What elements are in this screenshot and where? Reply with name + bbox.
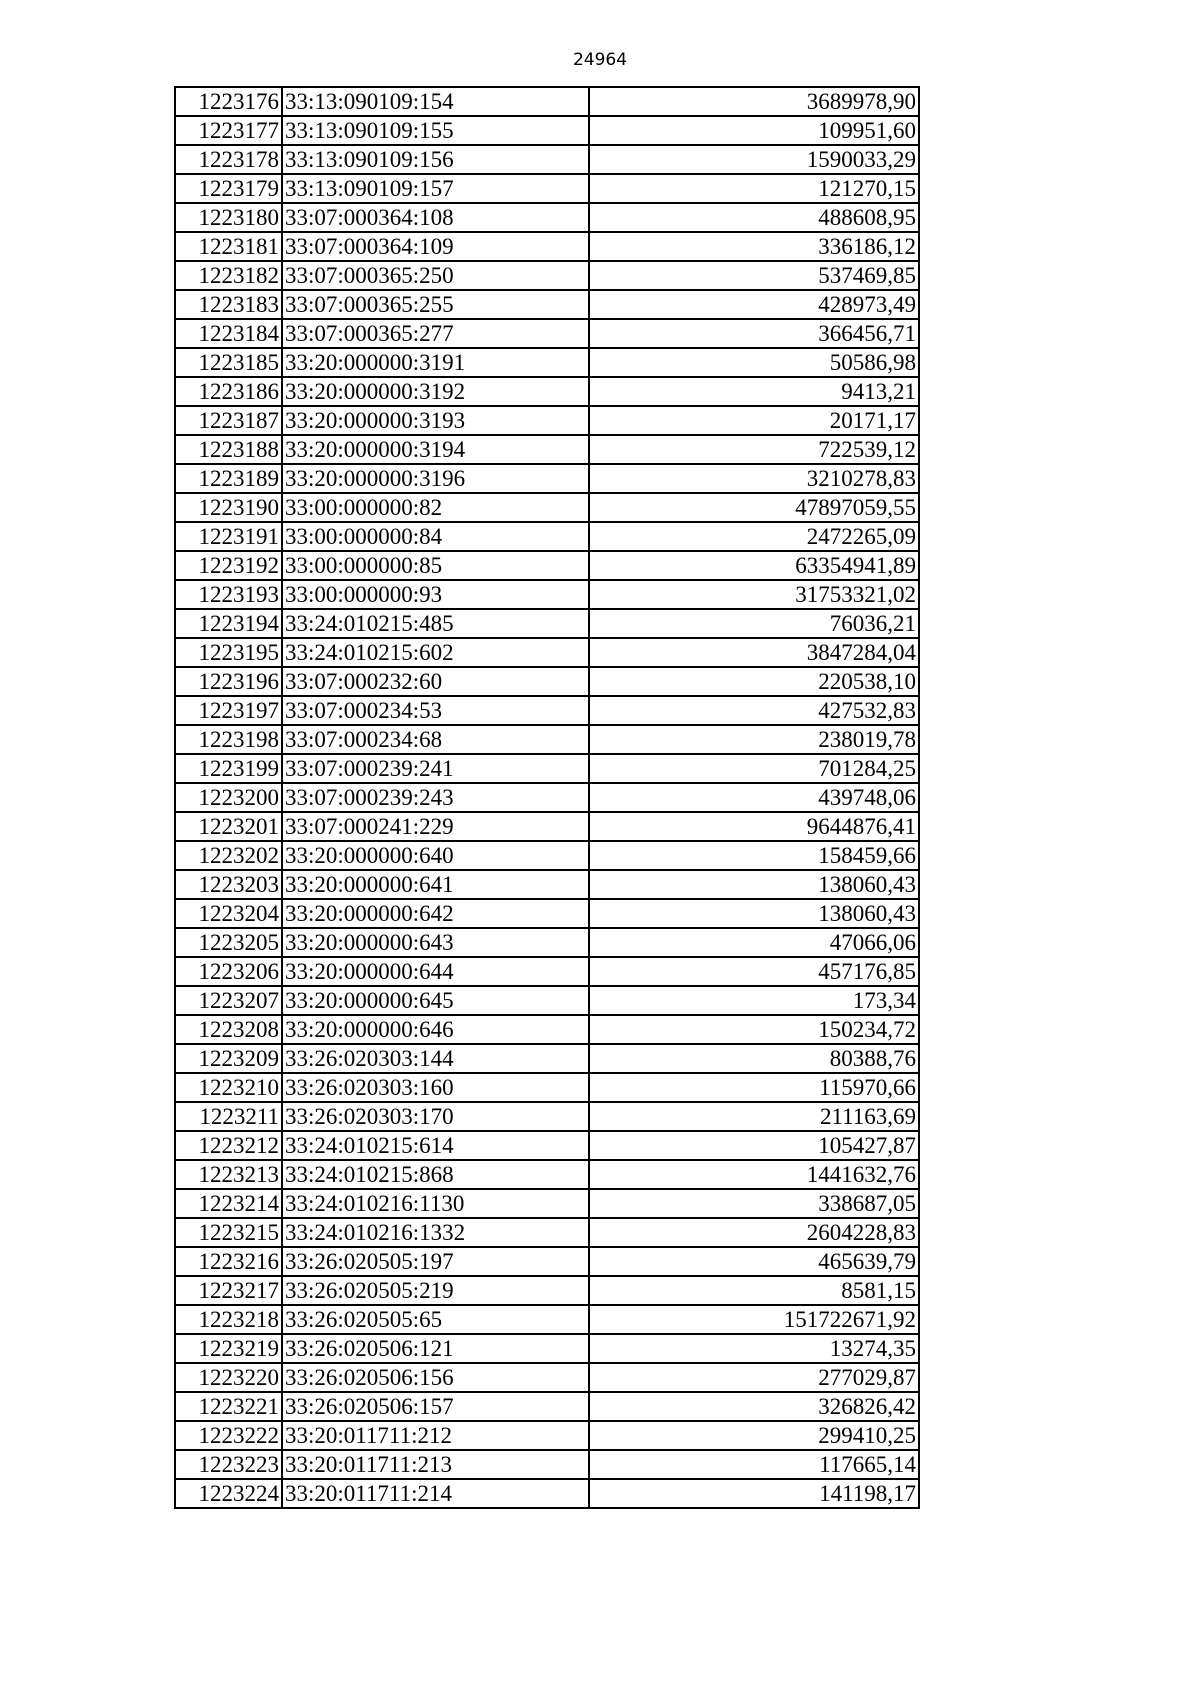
row-id-cell: 1223178 xyxy=(175,145,282,174)
cadastral-number-cell: 33:07:000364:108 xyxy=(282,203,589,232)
row-id-cell: 1223177 xyxy=(175,116,282,145)
row-id-cell: 1223222 xyxy=(175,1421,282,1450)
row-id-cell: 1223203 xyxy=(175,870,282,899)
row-id-cell: 1223199 xyxy=(175,754,282,783)
row-id-cell: 1223188 xyxy=(175,435,282,464)
value-cell: 150234,72 xyxy=(589,1015,919,1044)
row-id-cell: 1223195 xyxy=(175,638,282,667)
cadastral-number-cell: 33:13:090109:154 xyxy=(282,87,589,116)
cadastral-number-cell: 33:26:020506:121 xyxy=(282,1334,589,1363)
table-row xyxy=(175,290,919,319)
cadastral-number-cell: 33:20:000000:645 xyxy=(282,986,589,1015)
table-row xyxy=(175,1073,919,1102)
table-row xyxy=(175,696,919,725)
row-id-cell: 1223221 xyxy=(175,1392,282,1421)
cadastral-number-cell: 33:07:000365:250 xyxy=(282,261,589,290)
value-cell: 428973,49 xyxy=(589,290,919,319)
value-cell: 9644876,41 xyxy=(589,812,919,841)
row-id-cell: 1223191 xyxy=(175,522,282,551)
table-row xyxy=(175,1247,919,1276)
table-row xyxy=(175,1131,919,1160)
table-row xyxy=(175,145,919,174)
value-cell: 2604228,83 xyxy=(589,1218,919,1247)
value-cell: 336186,12 xyxy=(589,232,919,261)
table-row xyxy=(175,667,919,696)
row-id-cell: 1223186 xyxy=(175,377,282,406)
row-id-cell: 1223217 xyxy=(175,1276,282,1305)
value-cell: 338687,05 xyxy=(589,1189,919,1218)
cadastral-number-cell: 33:07:000239:243 xyxy=(282,783,589,812)
value-cell: 439748,06 xyxy=(589,783,919,812)
cadastral-number-cell: 33:24:010215:485 xyxy=(282,609,589,638)
cadastral-number-cell: 33:00:000000:85 xyxy=(282,551,589,580)
cadastral-number-cell: 33:07:000241:229 xyxy=(282,812,589,841)
table-row xyxy=(175,319,919,348)
value-cell: 537469,85 xyxy=(589,261,919,290)
row-id-cell: 1223190 xyxy=(175,493,282,522)
value-cell: 3847284,04 xyxy=(589,638,919,667)
row-id-cell: 1223194 xyxy=(175,609,282,638)
cadastral-number-cell: 33:20:000000:3194 xyxy=(282,435,589,464)
cadastral-number-cell: 33:20:000000:641 xyxy=(282,870,589,899)
row-id-cell: 1223210 xyxy=(175,1073,282,1102)
cadastral-number-cell: 33:00:000000:82 xyxy=(282,493,589,522)
cadastral-number-cell: 33:26:020506:156 xyxy=(282,1363,589,1392)
row-id-cell: 1223184 xyxy=(175,319,282,348)
row-id-cell: 1223213 xyxy=(175,1160,282,1189)
table-row xyxy=(175,783,919,812)
row-id-cell: 1223212 xyxy=(175,1131,282,1160)
cadastral-number-cell: 33:26:020505:65 xyxy=(282,1305,589,1334)
row-id-cell: 1223224 xyxy=(175,1479,282,1508)
value-cell: 488608,95 xyxy=(589,203,919,232)
row-id-cell: 1223185 xyxy=(175,348,282,377)
table-row xyxy=(175,1189,919,1218)
table-row xyxy=(175,174,919,203)
table-row xyxy=(175,464,919,493)
value-cell: 105427,87 xyxy=(589,1131,919,1160)
value-cell: 8581,15 xyxy=(589,1276,919,1305)
row-id-cell: 1223200 xyxy=(175,783,282,812)
table-row xyxy=(175,551,919,580)
cadastral-number-cell: 33:20:000000:642 xyxy=(282,899,589,928)
cadastral-number-cell: 33:00:000000:93 xyxy=(282,580,589,609)
cadastral-number-cell: 33:07:000239:241 xyxy=(282,754,589,783)
value-cell: 326826,42 xyxy=(589,1392,919,1421)
value-cell: 138060,43 xyxy=(589,870,919,899)
value-cell: 117665,14 xyxy=(589,1450,919,1479)
value-cell: 427532,83 xyxy=(589,696,919,725)
cadastral-number-cell: 33:20:000000:643 xyxy=(282,928,589,957)
table-row xyxy=(175,493,919,522)
row-id-cell: 1223211 xyxy=(175,1102,282,1131)
cadastral-number-cell: 33:24:010216:1332 xyxy=(282,1218,589,1247)
row-id-cell: 1223179 xyxy=(175,174,282,203)
page-number: 24964 xyxy=(572,50,628,70)
cadastral-number-cell: 33:24:010215:602 xyxy=(282,638,589,667)
cadastral-number-cell: 33:20:000000:644 xyxy=(282,957,589,986)
table-row xyxy=(175,1015,919,1044)
value-cell: 47066,06 xyxy=(589,928,919,957)
cadastral-number-cell: 33:20:011711:212 xyxy=(282,1421,589,1450)
value-cell: 1590033,29 xyxy=(589,145,919,174)
row-id-cell: 1223182 xyxy=(175,261,282,290)
table-row xyxy=(175,928,919,957)
row-id-cell: 1223183 xyxy=(175,290,282,319)
value-cell: 76036,21 xyxy=(589,609,919,638)
value-cell: 465639,79 xyxy=(589,1247,919,1276)
table-row xyxy=(175,87,919,116)
cadastral-number-cell: 33:07:000234:53 xyxy=(282,696,589,725)
cadastral-number-cell: 33:07:000232:60 xyxy=(282,667,589,696)
cadastral-number-cell: 33:07:000364:109 xyxy=(282,232,589,261)
value-cell: 366456,71 xyxy=(589,319,919,348)
value-cell: 109951,60 xyxy=(589,116,919,145)
value-cell: 63354941,89 xyxy=(589,551,919,580)
table-row xyxy=(175,986,919,1015)
table-row xyxy=(175,1421,919,1450)
table-row xyxy=(175,406,919,435)
table-row xyxy=(175,870,919,899)
value-cell: 3210278,83 xyxy=(589,464,919,493)
value-cell: 238019,78 xyxy=(589,725,919,754)
table-row xyxy=(175,725,919,754)
cadastral-number-cell: 33:00:000000:84 xyxy=(282,522,589,551)
table-row xyxy=(175,1160,919,1189)
value-cell: 115970,66 xyxy=(589,1073,919,1102)
table-row xyxy=(175,232,919,261)
table-row xyxy=(175,580,919,609)
row-id-cell: 1223192 xyxy=(175,551,282,580)
table-row xyxy=(175,203,919,232)
value-cell: 80388,76 xyxy=(589,1044,919,1073)
table-row xyxy=(175,1305,919,1334)
row-id-cell: 1223204 xyxy=(175,899,282,928)
value-cell: 47897059,55 xyxy=(589,493,919,522)
table-row xyxy=(175,261,919,290)
row-id-cell: 1223209 xyxy=(175,1044,282,1073)
row-id-cell: 1223206 xyxy=(175,957,282,986)
value-cell: 3689978,90 xyxy=(589,87,919,116)
value-cell: 277029,87 xyxy=(589,1363,919,1392)
value-cell: 722539,12 xyxy=(589,435,919,464)
table-row xyxy=(175,899,919,928)
value-cell: 211163,69 xyxy=(589,1102,919,1131)
table-row xyxy=(175,638,919,667)
cadastral-number-cell: 33:20:000000:3192 xyxy=(282,377,589,406)
row-id-cell: 1223197 xyxy=(175,696,282,725)
cadastral-number-cell: 33:13:090109:155 xyxy=(282,116,589,145)
row-id-cell: 1223187 xyxy=(175,406,282,435)
cadastral-number-cell: 33:26:020505:197 xyxy=(282,1247,589,1276)
cadastral-number-cell: 33:20:000000:3191 xyxy=(282,348,589,377)
table-row xyxy=(175,348,919,377)
cadastral-number-cell: 33:26:020303:160 xyxy=(282,1073,589,1102)
cadastral-number-cell: 33:24:010215:614 xyxy=(282,1131,589,1160)
value-cell: 701284,25 xyxy=(589,754,919,783)
table-body xyxy=(175,87,919,1508)
row-id-cell: 1223181 xyxy=(175,232,282,261)
cadastral-number-cell: 33:26:020505:219 xyxy=(282,1276,589,1305)
row-id-cell: 1223193 xyxy=(175,580,282,609)
cadastral-number-cell: 33:26:020506:157 xyxy=(282,1392,589,1421)
cadastral-number-cell: 33:24:010215:868 xyxy=(282,1160,589,1189)
row-id-cell: 1223220 xyxy=(175,1363,282,1392)
value-cell: 158459,66 xyxy=(589,841,919,870)
row-id-cell: 1223202 xyxy=(175,841,282,870)
table-row xyxy=(175,116,919,145)
value-cell: 151722671,92 xyxy=(589,1305,919,1334)
table-row xyxy=(175,1363,919,1392)
cadastral-number-cell: 33:07:000234:68 xyxy=(282,725,589,754)
cadastral-number-cell: 33:20:000000:640 xyxy=(282,841,589,870)
value-cell: 141198,17 xyxy=(589,1479,919,1508)
value-cell: 13274,35 xyxy=(589,1334,919,1363)
row-id-cell: 1223223 xyxy=(175,1450,282,1479)
value-cell: 20171,17 xyxy=(589,406,919,435)
row-id-cell: 1223196 xyxy=(175,667,282,696)
row-id-cell: 1223189 xyxy=(175,464,282,493)
row-id-cell: 1223205 xyxy=(175,928,282,957)
row-id-cell: 1223198 xyxy=(175,725,282,754)
cadastral-number-cell: 33:07:000365:277 xyxy=(282,319,589,348)
value-cell: 138060,43 xyxy=(589,899,919,928)
cadastral-number-cell: 33:20:000000:3193 xyxy=(282,406,589,435)
table-row xyxy=(175,1392,919,1421)
row-id-cell: 1223216 xyxy=(175,1247,282,1276)
table-row xyxy=(175,435,919,464)
row-id-cell: 1223208 xyxy=(175,1015,282,1044)
cadastral-number-cell: 33:20:000000:3196 xyxy=(282,464,589,493)
value-cell: 173,34 xyxy=(589,986,919,1015)
row-id-cell: 1223176 xyxy=(175,87,282,116)
cadastral-value-table xyxy=(174,86,920,1509)
table-row xyxy=(175,754,919,783)
value-cell: 220538,10 xyxy=(589,667,919,696)
row-id-cell: 1223219 xyxy=(175,1334,282,1363)
table-row xyxy=(175,957,919,986)
table-row xyxy=(175,377,919,406)
cadastral-number-cell: 33:13:090109:156 xyxy=(282,145,589,174)
row-id-cell: 1223215 xyxy=(175,1218,282,1247)
value-cell: 2472265,09 xyxy=(589,522,919,551)
cadastral-number-cell: 33:24:010216:1130 xyxy=(282,1189,589,1218)
cadastral-number-cell: 33:20:011711:213 xyxy=(282,1450,589,1479)
table-row xyxy=(175,1334,919,1363)
value-cell: 299410,25 xyxy=(589,1421,919,1450)
table-row xyxy=(175,1218,919,1247)
table-row xyxy=(175,812,919,841)
cadastral-number-cell: 33:20:011711:214 xyxy=(282,1479,589,1508)
row-id-cell: 1223218 xyxy=(175,1305,282,1334)
cadastral-number-cell: 33:26:020303:144 xyxy=(282,1044,589,1073)
row-id-cell: 1223207 xyxy=(175,986,282,1015)
table-row xyxy=(175,841,919,870)
table-row xyxy=(175,609,919,638)
table-row xyxy=(175,1044,919,1073)
value-cell: 1441632,76 xyxy=(589,1160,919,1189)
cadastral-number-cell: 33:13:090109:157 xyxy=(282,174,589,203)
row-id-cell: 1223180 xyxy=(175,203,282,232)
table-row xyxy=(175,1102,919,1131)
value-cell: 50586,98 xyxy=(589,348,919,377)
row-id-cell: 1223201 xyxy=(175,812,282,841)
table-row xyxy=(175,1450,919,1479)
value-cell: 9413,21 xyxy=(589,377,919,406)
table-row xyxy=(175,1276,919,1305)
table-row xyxy=(175,1479,919,1508)
row-id-cell: 1223214 xyxy=(175,1189,282,1218)
value-cell: 31753321,02 xyxy=(589,580,919,609)
cadastral-number-cell: 33:07:000365:255 xyxy=(282,290,589,319)
table-row xyxy=(175,522,919,551)
value-cell: 121270,15 xyxy=(589,174,919,203)
cadastral-number-cell: 33:20:000000:646 xyxy=(282,1015,589,1044)
value-cell: 457176,85 xyxy=(589,957,919,986)
cadastral-number-cell: 33:26:020303:170 xyxy=(282,1102,589,1131)
